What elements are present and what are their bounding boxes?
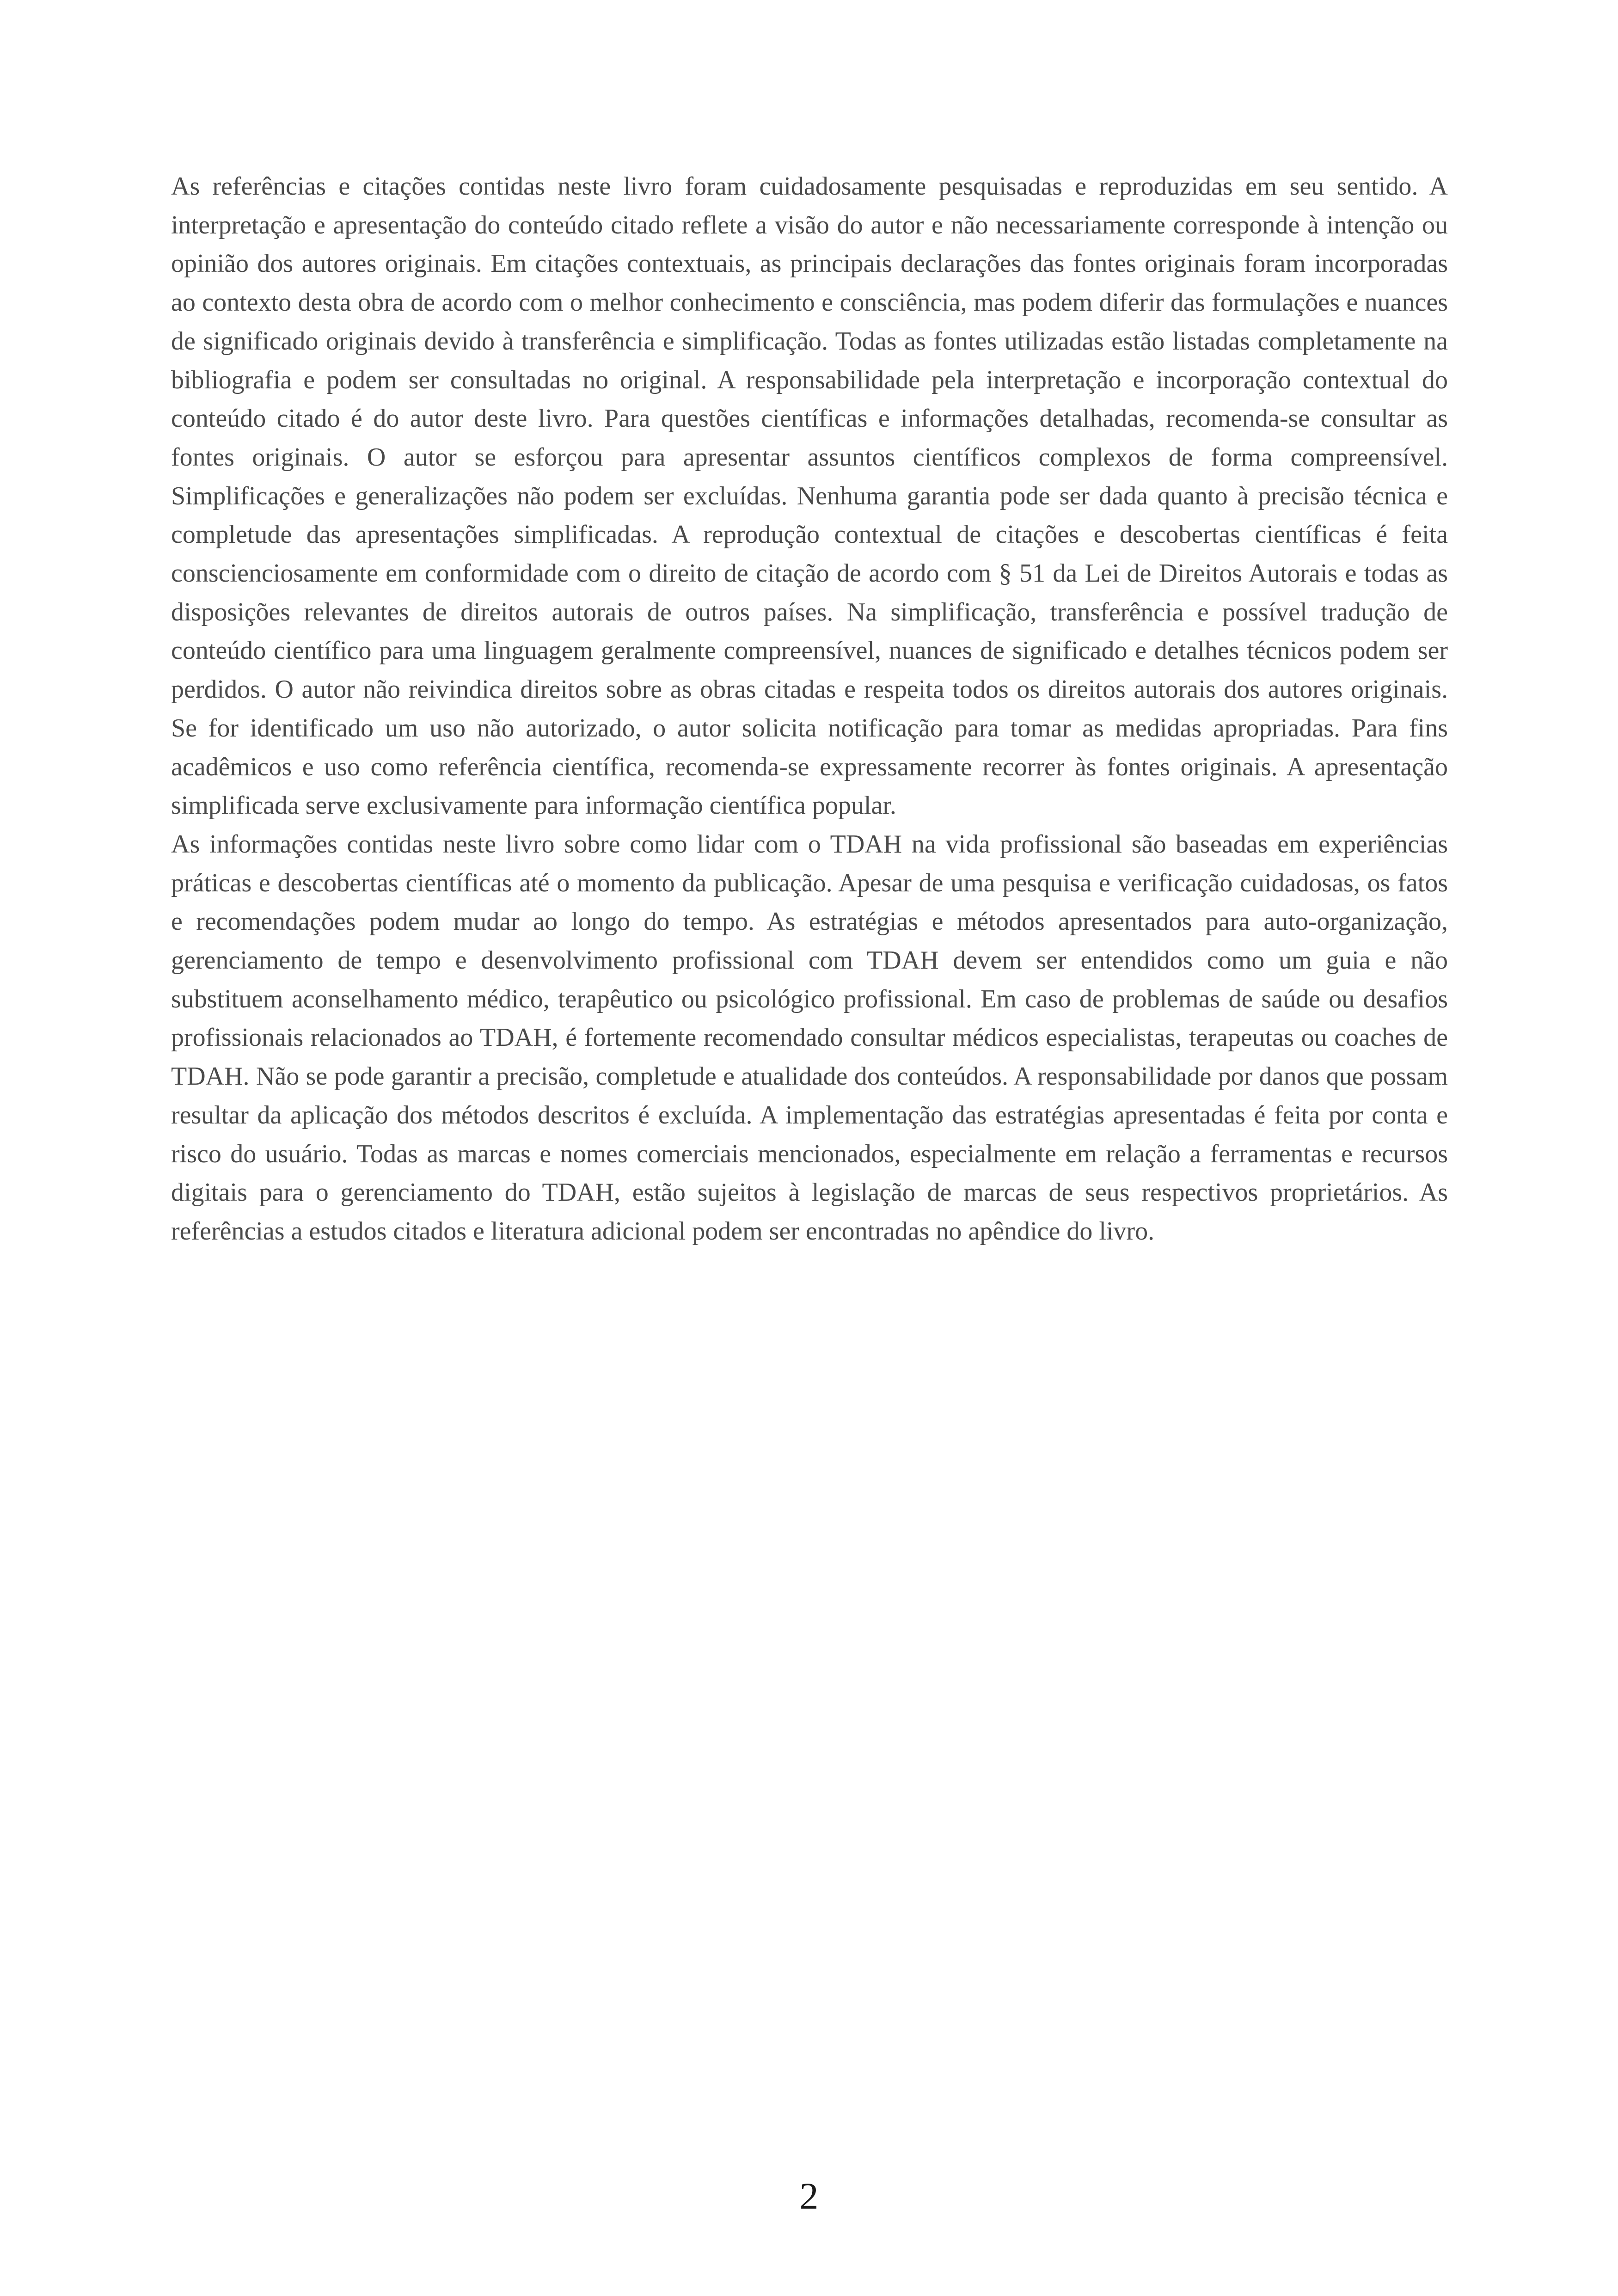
- page-number: 2: [799, 2175, 819, 2217]
- disclaimer-paragraph-tdah: As informações contidas neste livro sobre como lidar com o TDAH na vida profissional são baseadas em experiências práticas e descobertas científicas até o momento da publicação. Apesar de uma pesquisa e verificação cuidadosas, os fatos e recomendações podem mudar ao longo do tempo. As estratégias e métodos apresentados para auto-organização, gerenciamento de tempo e desenvolvimento profissional com TDAH devem ser entendidos como um guia e não substituem aconselhamento médico, terapêutico ou psicológico profissional. Em caso de problemas de saúde ou desafios profissionais relacionados ao TDAH, é fortemente recomendado consultar médicos especialistas, terapeutas ou coaches de TDAH. Não se pode garantir a precisão, completude e atualidade dos conteúdos. A responsabilidade por danos que possam resultar da aplicação dos métodos descritos é excluída. A implementação das estratégias apresentadas é feita por conta e risco do usuário. Todas as marcas e nomes comerciais mencionados, especialmente em relação a ferramentas e recursos digitais para o gerenciamento do TDAH, estão sujeitos à legislação de marcas de seus respectivos proprietários. As referências a estudos citados e literatura adicional podem ser encontradas no apêndice do livro.: [171, 829, 1448, 1246]
- body-text: [171, 167, 1448, 1251]
- disclaimer-paragraph-citations: As referências e citações contidas neste livro foram cuidadosamente pesquisadas e reproduzidas em seu sentido. A interpretação e apresentação do conteúdo citado reflete a visão do autor e não necessariamente corresponde à intenção ou opinião dos autores originais. Em citações contextuais, as principais declarações das fontes originais foram incorporadas ao contexto desta obra de acordo com o melhor conhecimento e consciência, mas podem diferir das formulações e nuances de significado originais devido à transferência e simplificação. Todas as fontes utilizadas estão listadas completamente na bibliografia e podem ser consultadas no original. A responsabilidade pela interpretação e incorporação contextual do conteúdo citado é do autor deste livro. Para questões científicas e informações detalhadas, recomenda-se consultar as fontes originais. O autor se esforçou para apresentar assuntos científicos complexos de forma compreensível. Simplificações e generalizações não podem ser excluídas. Nenhuma garantia pode ser dada quanto à precisão técnica e completude das apresentações simplificadas. A reprodução contextual de citações e descobertas científicas é feita conscienciosamente em conformidade com o direito de citação de acordo com § 51 da Lei de Direitos Autorais e todas as disposições relevantes de direitos autorais de outros países. Na simplificação, transferência e possível tradução de conteúdo científico para uma linguagem geralmente compreensível, nuances de significado e detalhes técnicos podem ser perdidos. O autor não reivindica direitos sobre as obras citadas e respeita todos os direitos autorais dos autores originais. Se for identificado um uso não autorizado, o autor solicita notificação para tomar as medidas apropriadas. Para fins acadêmicos e uso como referência científica, recomenda-se expressamente recorrer às fontes originais. A apresentação simplificada serve exclusivamente para informação científica popular.: [171, 172, 1448, 820]
